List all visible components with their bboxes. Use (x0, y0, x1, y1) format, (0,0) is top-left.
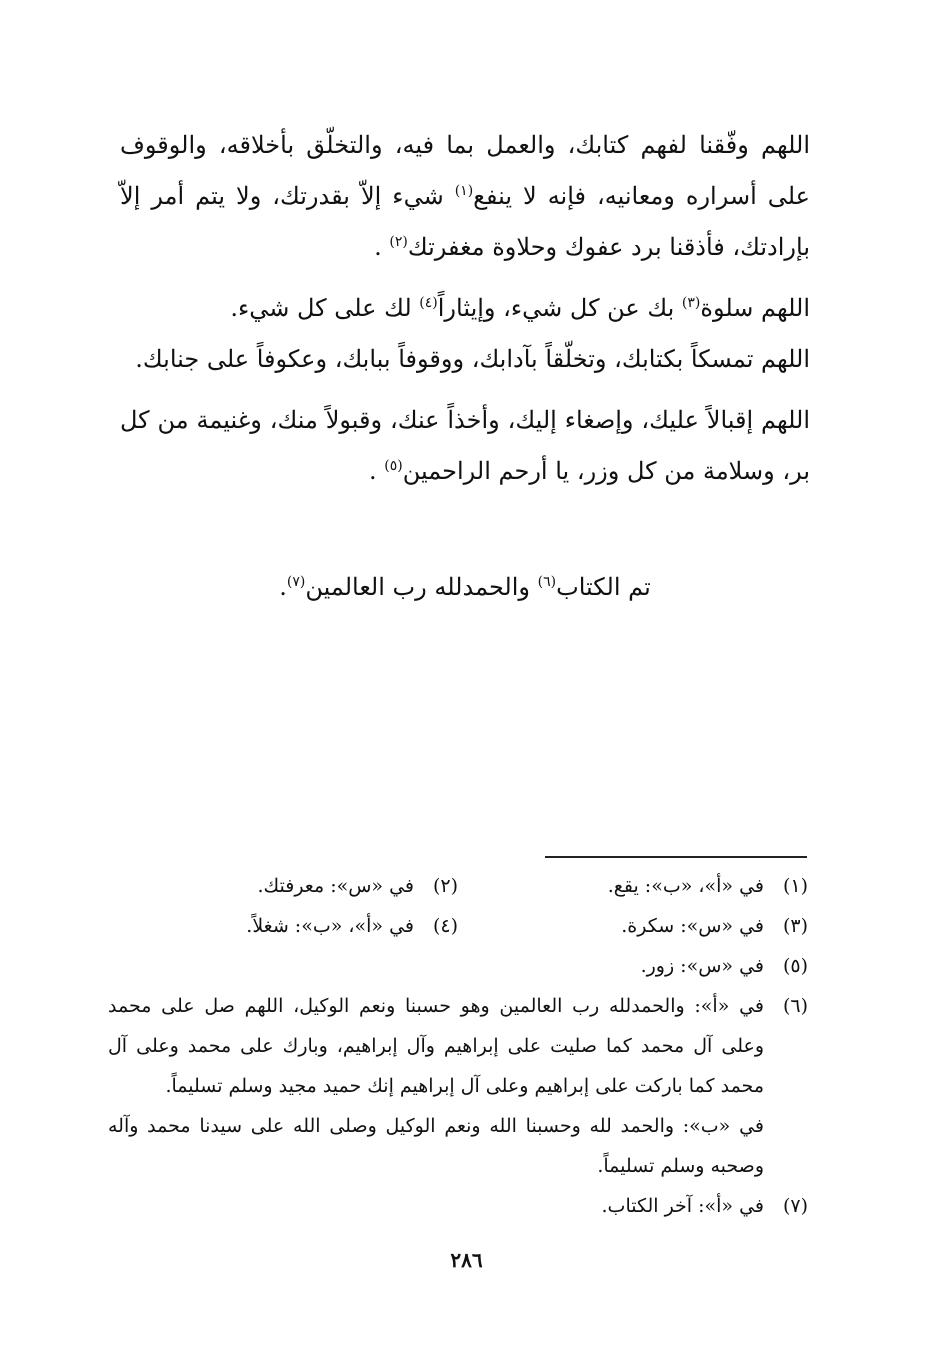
footnote-7 (108, 1186, 808, 1226)
footnotes (108, 866, 808, 1226)
paragraph-3 (120, 334, 810, 385)
footnote-body (108, 986, 764, 1186)
main-text (120, 120, 810, 507)
footnote-ref: (٤) (419, 295, 438, 311)
footnote-number: (١) (782, 875, 808, 897)
paragraph-1 (120, 120, 810, 273)
footnote-number: (٥) (782, 955, 808, 977)
footnote-2 (108, 866, 458, 906)
footnotes-grid (108, 866, 808, 946)
footnote-5 (108, 946, 808, 986)
footnote-ref: (١) (454, 183, 474, 199)
footnote-1 (458, 866, 808, 906)
paragraph-text: اللهم إقبالاً عليك، وإصغاء إليك، وأخذاً عنك، وقبولاً منك، وغنيمة من كل بر، وسلامة من كل وزر، يا أرحم الراحمين (120, 406, 810, 485)
closing-text: . (279, 573, 287, 601)
paragraph-4 (120, 395, 810, 497)
paragraph-text: اللهم وفّقنا لفهم كتابك، والعمل بما فيه، والتخلّق بأخلاقه، والوقوف على أسراره ومعانيه، فإنه لا ينفع (120, 131, 811, 210)
footnote-text: في «س»: معرفتك. (257, 875, 414, 897)
footnote-text: في «أ»، «ب»: شغلاً. (246, 915, 414, 937)
footnote-number: (٦) (782, 995, 808, 1017)
footnote-4 (108, 906, 458, 946)
footnote-text: في «س»: زور. (640, 955, 764, 977)
footnote-ref: (٢) (389, 234, 408, 250)
paragraph-text: اللهم سلوة (700, 294, 810, 322)
closing-line (120, 562, 810, 613)
footnote-number: (٧) (782, 1195, 808, 1217)
footnote-3 (458, 906, 808, 946)
paragraph-text: لك على كل شيء. (230, 294, 420, 322)
paragraph-2 (120, 283, 810, 334)
paragraph-text: بك عن كل شيء، وإيثاراً (437, 294, 682, 322)
paragraph-text: . (374, 233, 390, 261)
footnote-ref: (٦) (537, 574, 557, 590)
footnote-6 (108, 986, 808, 1186)
footnote-number: (٢) (432, 875, 458, 897)
footnote-number: (٣) (782, 915, 808, 937)
footnote-text: في «أ»: والحمدلله رب العالمين وهو حسبنا ونعم الوكيل، اللهم صل على محمد وعلى آل محمد كما صليت على إبراهيم وآل إبراهيم، وبارك على محمد وعلى آل محمد كما باركت على إبراهيم وعلى آل إبراهيم إنك حميد مجيد وسلم تسليماً. (108, 995, 764, 1097)
footnote-text: في «ب»: والحمد لله وحسبنا الله ونعم الوكيل وصلى الله على سيدنا محمد وآله وصحبه وسلم تسليماً. (108, 1115, 764, 1177)
footnote-ref: (٣) (681, 295, 701, 311)
footnote-text: في «أ»، «ب»: يقع. (607, 875, 764, 897)
footnote-text: في «أ»: آخر الكتاب. (601, 1195, 764, 1217)
paragraph-text: . (369, 457, 385, 485)
paragraph-text: اللهم تمسكاً بكتابك، وتخلّقاً بآدابك، ووقوفاً ببابك، وعكوفاً على جنابك. (135, 345, 810, 373)
footnote-text: في «س»: سكرة. (621, 915, 764, 937)
closing-text: والحمدلله رب العالمين (305, 573, 538, 601)
footnote-ref: (٧) (286, 574, 306, 590)
page-number: ٢٨٦ (450, 1248, 483, 1272)
closing-text: تم الكتاب (556, 573, 651, 601)
footnote-divider (545, 856, 807, 858)
footnote-ref: (٥) (384, 458, 403, 474)
footnote-number: (٤) (432, 915, 458, 937)
paragraph-text: شيء إلاّ بقدرتك، ولا يتم أمر إلاّ بإرادتك، فأذقنا برد عفوك وحلاوة مغفرتك (120, 182, 810, 261)
